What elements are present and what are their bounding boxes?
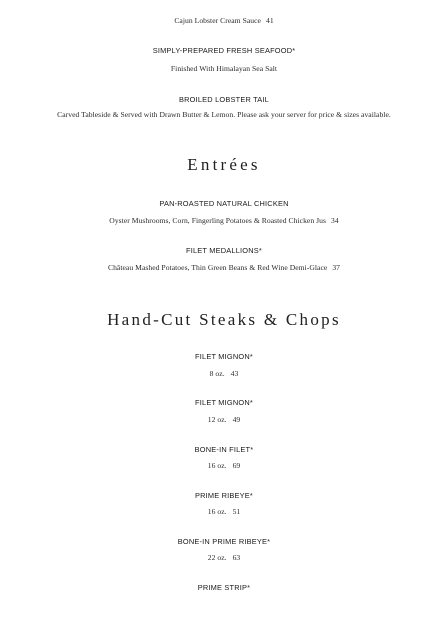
menu-item-size: 8 oz. xyxy=(209,369,225,378)
menu-item-price: 34 xyxy=(331,216,339,225)
menu-item-price: 37 xyxy=(332,263,341,272)
section-title-steaks: Hand-Cut Steaks & Chops xyxy=(107,310,341,329)
menu-item-size-price xyxy=(0,507,448,516)
menu-item-price: 41 xyxy=(265,16,274,25)
menu-item-size-price xyxy=(0,461,448,470)
menu-item-description: Château Mashed Potatoes, Thin Green Beans & Red Wine Demi-Glace 37 xyxy=(107,263,341,272)
menu-item-description: Oyster Mushrooms, Corn, Fingerling Potatoes & Roasted Chicken Jus 34 xyxy=(109,216,339,225)
menu-item-name: SIMPLY-PREPARED FRESH SEAFOOD* xyxy=(152,46,296,55)
menu-item-name: BROILED LOBSTER TAIL xyxy=(179,95,269,104)
menu-item-name: FILET MIGNON* xyxy=(195,398,253,407)
menu-item-name: BONE-IN FILET* xyxy=(194,445,254,454)
menu-item-price: 49 xyxy=(232,415,241,424)
menu-item-price: 63 xyxy=(232,553,241,562)
menu-item-size: 16 oz. xyxy=(207,507,227,516)
menu-item-size-price xyxy=(0,369,448,378)
menu-item-price: 43 xyxy=(230,369,239,378)
menu-item-price: 69 xyxy=(232,461,241,470)
menu-item-price: 51 xyxy=(232,507,241,516)
menu-item-description: Carved Tableside & Served with Drawn Butter & Lemon. Please ask your server for price & sizes available. xyxy=(57,110,391,119)
menu-item-name: BONE-IN PRIME RIBEYE* xyxy=(177,537,271,546)
menu-item-name: PRIME RIBEYE* xyxy=(194,491,254,500)
menu-item-name: PRIME STRIP* xyxy=(197,583,251,592)
menu-item-size: 12 oz. xyxy=(207,415,227,424)
menu-item-size-price xyxy=(0,415,448,424)
menu-item-description: Cajun Lobster Cream Sauce 41 xyxy=(174,16,274,25)
menu-item-size: 16 oz. xyxy=(207,461,227,470)
menu-item-name: PAN-ROASTED NATURAL CHICKEN xyxy=(159,199,289,208)
menu-item-name: FILET MIGNON* xyxy=(195,352,253,361)
menu-item-size: 22 oz. xyxy=(207,553,227,562)
menu-item-name: FILET MEDALLIONS* xyxy=(186,246,262,255)
section-title-entrees: Entrées xyxy=(187,155,261,174)
menu-item-size-price xyxy=(0,553,448,562)
menu-item-description: Finished With Himalayan Sea Salt xyxy=(170,64,278,73)
